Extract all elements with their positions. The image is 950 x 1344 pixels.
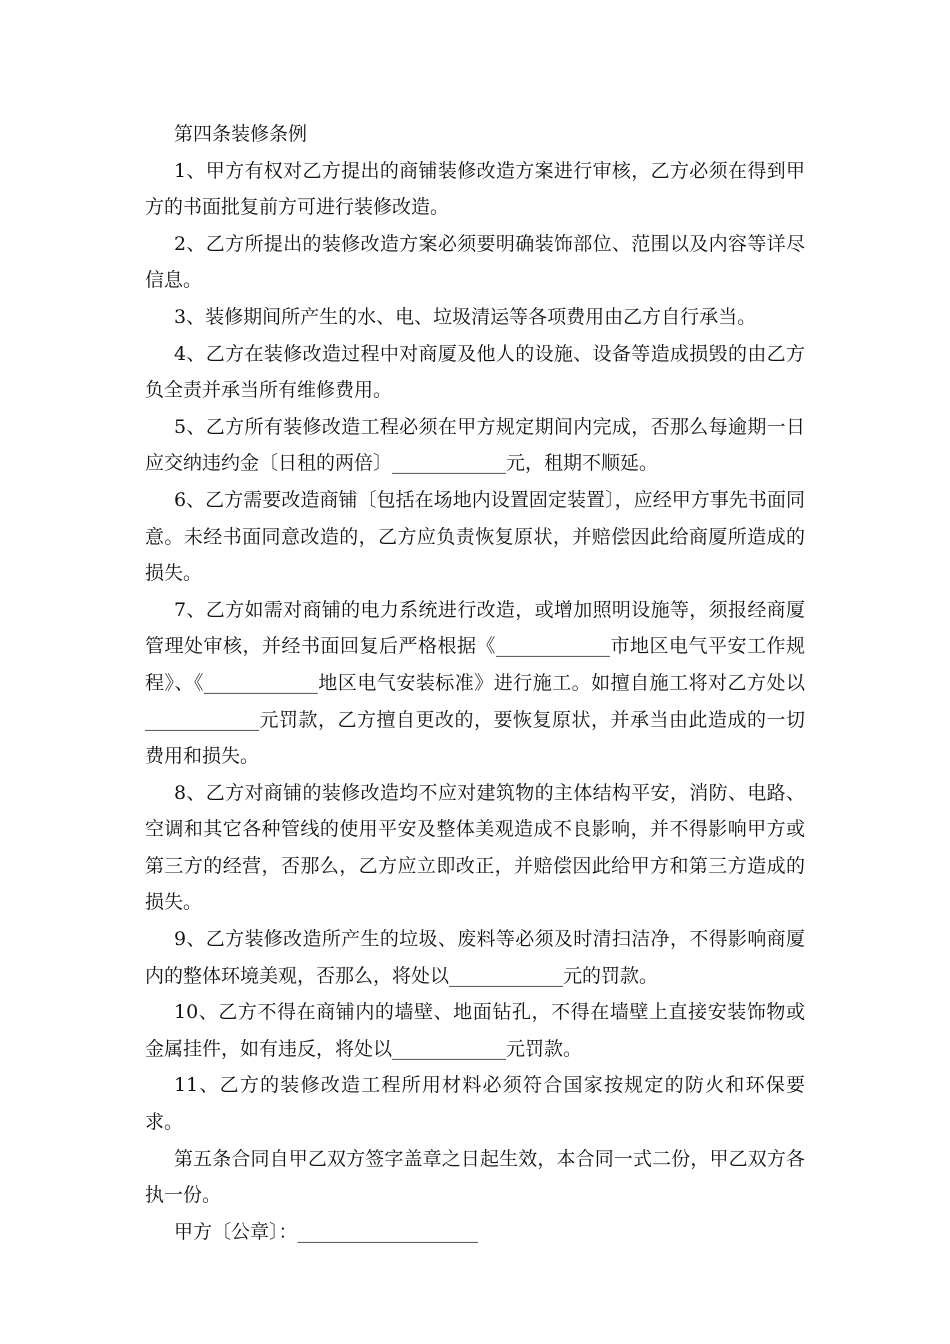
clause-11: 11、乙方的装修改造工程所用材料必须符合国家按规定的防火和环保要求。 <box>145 1074 805 1134</box>
section-heading: 第四条装修条例 <box>174 123 308 145</box>
article-5: 第五条合同自甲乙双方签字盖章之日起生效，本合同一式二份，甲乙双方各执一份。 <box>145 1147 805 1207</box>
clause-9: 9、乙方装修改造所产生的垃圾、废料等必须及时清扫洁净，不得影响商厦内的整体环境美观，否那么，将处以____________元的罚款。 <box>145 928 805 987</box>
clause-7: 7、乙方如需对商铺的电力系统进行改造，或增加照明设施等，须报经商厦管理处审核，并经书面回复后严格根据《____________市地区电气平安工作规程》、《____________地区电气安装标准》进行施工。如擅自施工将对乙方处以____________元罚款，乙方擅自更改的，要恢复原状，并承当由此造成的一切费用和损失。 <box>145 598 805 768</box>
signature-line: 甲方〔公章〕：___________________ <box>174 1220 479 1243</box>
clause-10: 10、乙方不得在商铺内的墙壁、地面钻孔，不得在墙壁上直接安装饰物或金属挂件，如有违反，将处以____________元罚款。 <box>145 1001 805 1060</box>
document-body <box>145 116 805 1250</box>
clause-6: 6、乙方需要改造商铺〔包括在场地内设置固定装置〕，应经甲方事先书面同意。未经书面同意改造的，乙方应负责恢复原状，并赔偿因此给商厦所造成的损失。 <box>145 488 805 585</box>
clause-4: 4、乙方在装修改造过程中对商厦及他人的设施、设备等造成损毁的由乙方负全责并承当所有维修费用。 <box>145 342 805 402</box>
clause-8: 8、乙方对商铺的装修改造均不应对建筑物的主体结构平安，消防、电路、空调和其它各种管线的使用平安及整体美观造成不良影响，并不得影响甲方或第三方的经营，否那么，乙方应立即改正，并赔偿因此给甲方和第三方造成的损失。 <box>145 781 805 914</box>
clause-2: 2、乙方所提出的装修改造方案必须要明确装饰部位、范围以及内容等详尽信息。 <box>145 232 805 292</box>
clause-1: 1、甲方有权对乙方提出的商铺装修改造方案进行审核，乙方必须在得到甲方的书面批复前方可进行装修改造。 <box>145 159 805 219</box>
clause-3: 3、装修期间所产生的水、电、垃圾清运等各项费用由乙方自行承当。 <box>174 305 757 328</box>
clause-5: 5、乙方所有装修改造工程必须在甲方规定期间内完成，否那么每逾期一日应交纳违约金〔日租的两倍〕____________元，租期不顺延。 <box>145 415 805 475</box>
